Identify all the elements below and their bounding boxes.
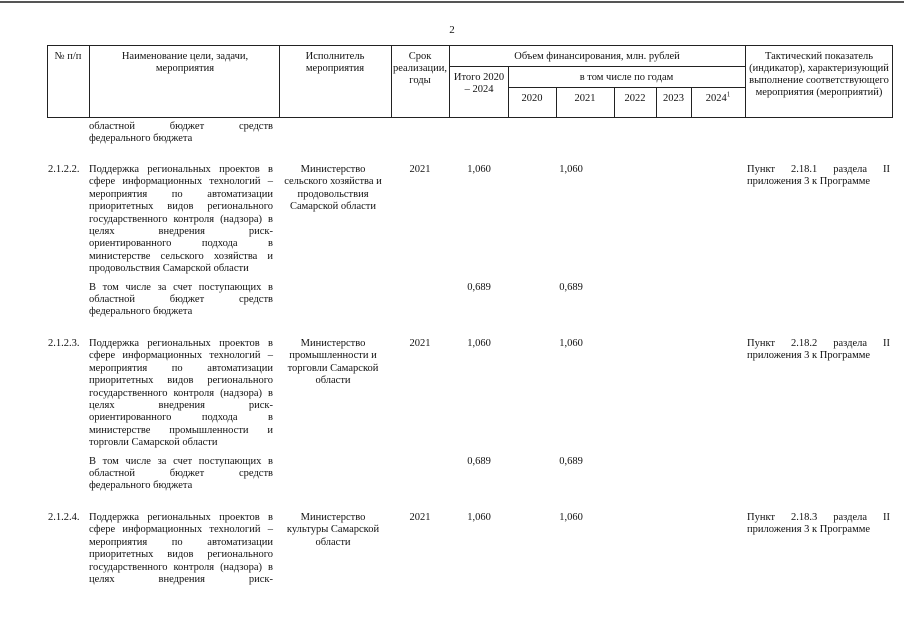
sub-line-3: федерального бюджета xyxy=(89,480,193,491)
row-term: 2021 xyxy=(409,164,431,175)
row-number: 2.1.2.3. xyxy=(48,338,80,349)
header-term: Срок реализации, годы xyxy=(393,51,447,86)
row-term: 2021 xyxy=(409,338,431,349)
header-by-years: в том числе по годам xyxy=(579,72,674,83)
row-name: Поддержка региональных проектов в сфере информационных технологий – мероприятия по автоматизации приоритетных видов регионального государственного контроля (надзора) в целях внедрения риск- xyxy=(89,512,273,586)
row-total: 1,060 xyxy=(467,164,491,175)
row-2021: 1,060 xyxy=(559,338,583,349)
table-header xyxy=(47,45,892,118)
sub-line-1: В том числе за счет поступающих в xyxy=(89,282,273,293)
header-year-2022: 2022 xyxy=(624,93,646,104)
row-total: 1,060 xyxy=(467,512,491,523)
header-indicator: Тактический показатель (индикатор), характеризующий выполнение соответствующего мероприятия (мероприятий) xyxy=(749,51,889,98)
header-year-2024: 2024$^1$ xyxy=(705,90,731,104)
row-total: 1,060 xyxy=(467,338,491,349)
header-num: № п/п xyxy=(54,51,82,62)
header-total: Итого 2020 – 2024 xyxy=(453,72,505,95)
sub-line-2: областной бюджет средств xyxy=(89,294,273,305)
continuation-line-1: областной бюджет средств xyxy=(89,121,273,132)
row-name: Поддержка региональных проектов в сфере информационных технологий – мероприятия по автоматизации приоритетных видов регионального государственного контроля (надзора) в целях внедрения риск- ориентированного подхода в министерстве промышленности и торговли Самарской области xyxy=(89,338,273,449)
header-year-2020: 2020 xyxy=(521,93,543,104)
header-year-2021: 2021 xyxy=(574,93,596,104)
row-term: 2021 xyxy=(409,512,431,523)
row-executor: Министерство промышленности и торговли Самарской области xyxy=(287,338,379,387)
row-executor: Министерство культуры Самарской области xyxy=(286,512,380,548)
continuation-line-2: федерального бюджета xyxy=(89,133,193,144)
sub-2021: 0,689 xyxy=(559,282,583,293)
header-funding: Объем финансирования, млн. рублей xyxy=(514,51,680,62)
sub-line-1: В том числе за счет поступающих в xyxy=(89,456,273,467)
row-name: Поддержка региональных проектов в сфере информационных технологий – мероприятия по автоматизации приоритетных видов регионального государственного контроля (надзора) в целях внедрения риск- ориентированного подхода в министерстве сельского хозяйства и продовольствия Самарской области xyxy=(89,164,273,275)
header-executor: Исполнитель мероприятия xyxy=(305,51,365,74)
row-number: 2.1.2.4. xyxy=(48,512,80,523)
header-year-2023: 2023 xyxy=(663,93,684,104)
footnote-mark: 1 xyxy=(726,90,731,99)
row-indicator: Пункт 2.18.1 раздела II приложения 3 к Программе xyxy=(747,164,890,188)
sub-line-3: федерального бюджета xyxy=(89,306,193,317)
sub-2021: 0,689 xyxy=(559,456,583,467)
sub-total: 0,689 xyxy=(467,282,491,293)
page-number: 2 xyxy=(449,24,455,36)
row-2021: 1,060 xyxy=(559,164,583,175)
row-executor: Министерство сельского хозяйства и продовольствия Самарской области xyxy=(284,164,382,213)
row-indicator: Пункт 2.18.3 раздела II приложения 3 к Программе xyxy=(747,512,890,536)
row-2021: 1,060 xyxy=(559,512,583,523)
header-name: Наименование цели, задачи, мероприятия xyxy=(121,51,249,74)
sub-line-2: областной бюджет средств xyxy=(89,468,273,479)
row-indicator: Пункт 2.18.2 раздела II приложения 3 к Программе xyxy=(747,338,890,362)
sub-total: 0,689 xyxy=(467,456,491,467)
top-border-line xyxy=(0,1,904,3)
row-number: 2.1.2.2. xyxy=(48,164,80,175)
